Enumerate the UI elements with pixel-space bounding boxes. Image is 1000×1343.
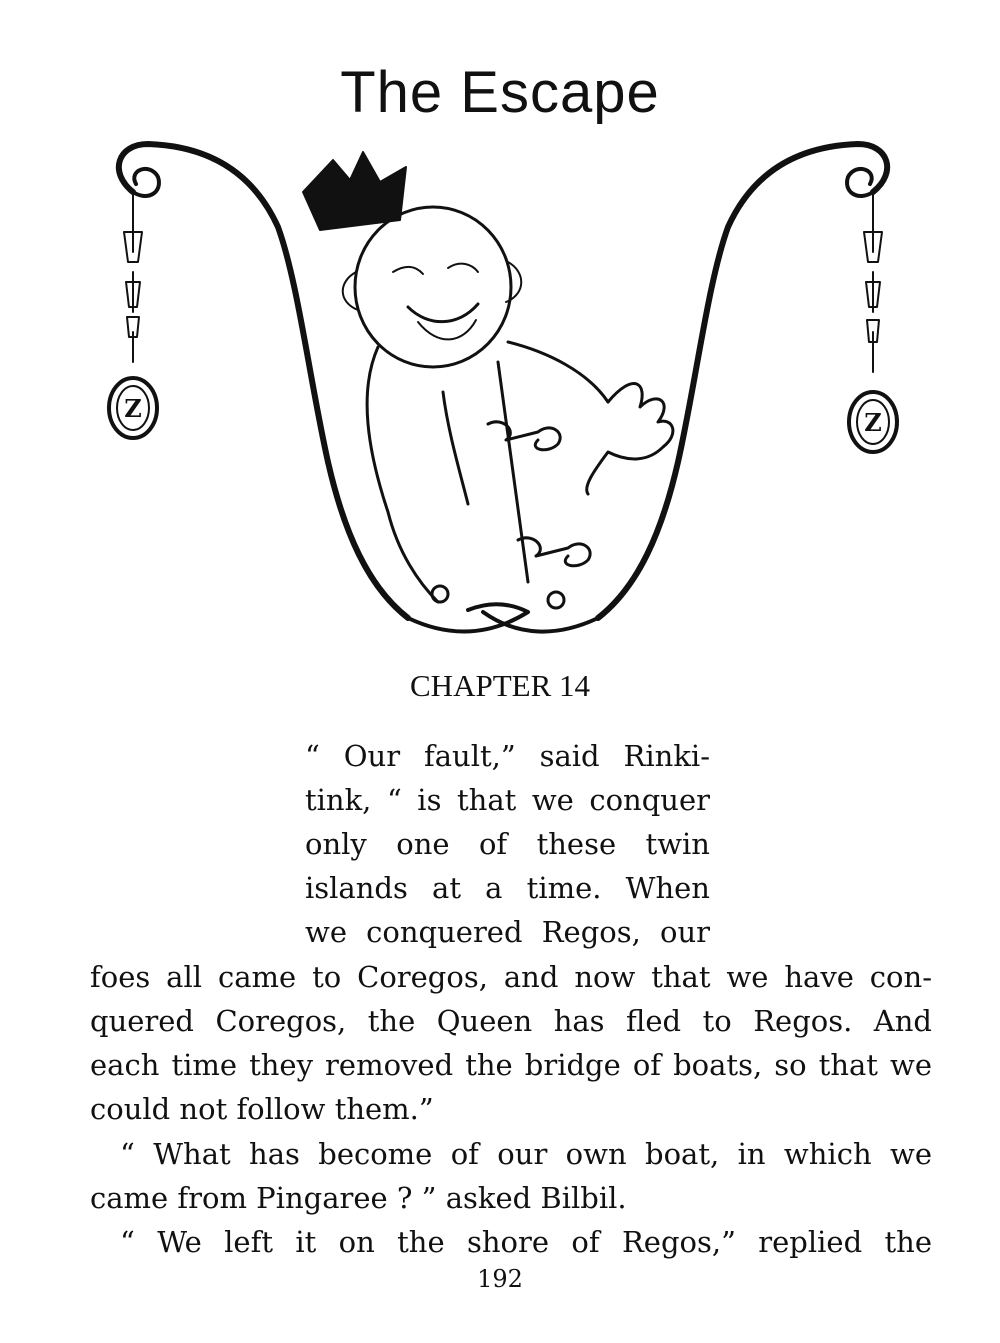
body-line: could not follow them.” xyxy=(90,1092,434,1126)
right-scroll-ornament xyxy=(598,144,887,618)
rinkitink-head xyxy=(355,207,511,367)
page-title: The Escape xyxy=(340,60,660,125)
right-emblem-letter: Z xyxy=(864,408,882,437)
body-line: only one of these twin xyxy=(305,827,710,861)
body-line: “ What has become of our own boat, in which we xyxy=(120,1137,932,1171)
body-line: each time they removed the bridge of boats, so that we xyxy=(90,1048,932,1082)
left-emblem-letter: Z xyxy=(124,394,142,423)
body-line: foes all came to Coregos, and now that we have con- xyxy=(90,960,932,994)
rinkitink-illustration xyxy=(88,132,918,650)
body-line: tink, “ is that we conquer xyxy=(305,783,710,817)
body-line: quered Coregos, the Queen has fled to Regos. And xyxy=(90,1004,932,1038)
body-line: islands at a time. When xyxy=(305,871,710,905)
robe-button-lower xyxy=(518,538,590,566)
page-number: 192 xyxy=(477,1265,523,1293)
body-line: we conquered Regos, our xyxy=(305,915,710,949)
body-line: “ Our fault,” said Rinki- xyxy=(305,739,710,773)
robe-button-upper xyxy=(488,422,560,450)
body-line: came from Pingaree ? ” asked Bilbil. xyxy=(90,1181,627,1215)
body-line: “ We left it on the shore of Regos,” replied the xyxy=(120,1225,932,1259)
chapter-heading: CHAPTER 14 xyxy=(410,668,590,703)
rinkitink-robe xyxy=(367,342,608,602)
reaching-hand xyxy=(587,383,673,494)
